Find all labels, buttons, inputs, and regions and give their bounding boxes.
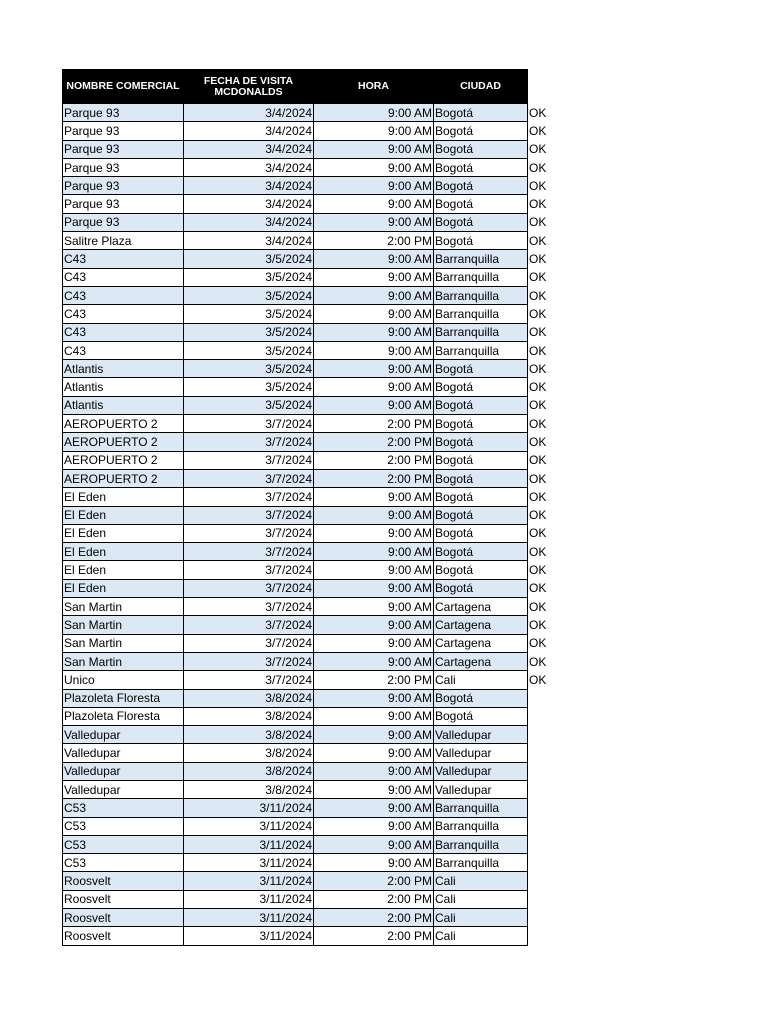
- fecha-cell[interactable]: 3/7/2024: [184, 469, 314, 487]
- ciudad-cell[interactable]: Bogotá: [434, 378, 528, 396]
- nombre-comercial-cell[interactable]: San Martin: [63, 652, 184, 670]
- status-cell: OK: [528, 122, 558, 140]
- fecha-cell[interactable]: 3/11/2024: [184, 909, 314, 927]
- ciudad-cell[interactable]: Bogotá: [434, 689, 528, 707]
- table-row: [63, 122, 558, 140]
- fecha-cell[interactable]: 3/4/2024: [184, 177, 314, 195]
- ciudad-cell[interactable]: Cartagena: [434, 652, 528, 670]
- fecha-cell[interactable]: 3/8/2024: [184, 726, 314, 744]
- nombre-comercial-cell[interactable]: C53: [63, 854, 184, 872]
- fecha-cell[interactable]: 3/7/2024: [184, 579, 314, 597]
- ciudad-cell[interactable]: Bogotá: [434, 360, 528, 378]
- table-row: [63, 561, 558, 579]
- fecha-cell[interactable]: 3/8/2024: [184, 744, 314, 762]
- status-cell: OK: [528, 396, 558, 414]
- table-row: [63, 707, 558, 725]
- hora-cell[interactable]: 2:00 PM: [314, 232, 434, 250]
- nombre-comercial-cell[interactable]: El Eden: [63, 488, 184, 506]
- ciudad-cell[interactable]: Bogotá: [434, 469, 528, 487]
- nombre-comercial-cell[interactable]: San Martin: [63, 598, 184, 616]
- nombre-comercial-cell[interactable]: AEROPUERTO 2: [63, 469, 184, 487]
- status-cell: OK: [528, 524, 558, 542]
- header-row: [63, 70, 558, 104]
- header-ciudad-label: CIUDAD: [460, 80, 501, 92]
- hora-cell[interactable]: 2:00 PM: [314, 890, 434, 908]
- hora-cell[interactable]: 9:00 AM: [314, 104, 434, 122]
- ciudad-cell[interactable]: Bogotá: [434, 213, 528, 231]
- status-cell: OK: [528, 104, 558, 122]
- table-row: [63, 616, 558, 634]
- table-row: [63, 726, 558, 744]
- fecha-cell[interactable]: 3/7/2024: [184, 451, 314, 469]
- table-row: [63, 104, 558, 122]
- column-header-nombre-comercial[interactable]: [63, 70, 184, 104]
- fecha-cell[interactable]: 3/4/2024: [184, 122, 314, 140]
- ciudad-cell[interactable]: Valledupar: [434, 762, 528, 780]
- nombre-comercial-cell[interactable]: Plazoleta Floresta: [63, 689, 184, 707]
- hora-cell[interactable]: 9:00 AM: [314, 268, 434, 286]
- status-cell: OK: [528, 323, 558, 341]
- ciudad-cell[interactable]: Barranquilla: [434, 854, 528, 872]
- nombre-comercial-cell[interactable]: El Eden: [63, 524, 184, 542]
- hora-cell[interactable]: 9:00 AM: [314, 158, 434, 176]
- fecha-cell[interactable]: 3/7/2024: [184, 634, 314, 652]
- status-cell: OK: [528, 268, 558, 286]
- table-row: [63, 524, 558, 542]
- hora-cell[interactable]: 9:00 AM: [314, 598, 434, 616]
- status-cell: [528, 909, 558, 927]
- ciudad-cell[interactable]: Bogotá: [434, 524, 528, 542]
- table-row: [63, 341, 558, 359]
- fecha-cell[interactable]: 3/5/2024: [184, 378, 314, 396]
- fecha-cell[interactable]: 3/5/2024: [184, 341, 314, 359]
- fecha-cell[interactable]: 3/4/2024: [184, 232, 314, 250]
- fecha-cell[interactable]: 3/8/2024: [184, 780, 314, 798]
- nombre-comercial-cell[interactable]: Roosvelt: [63, 909, 184, 927]
- ciudad-cell[interactable]: Bogotá: [434, 140, 528, 158]
- status-cell: OK: [528, 232, 558, 250]
- table-row: [63, 506, 558, 524]
- nombre-comercial-cell[interactable]: San Martin: [63, 616, 184, 634]
- nombre-comercial-cell[interactable]: C53: [63, 835, 184, 853]
- status-cell: OK: [528, 177, 558, 195]
- header-fecha-line1: FECHA DE VISITA: [203, 74, 294, 87]
- status-cell: [528, 872, 558, 890]
- fecha-cell[interactable]: 3/7/2024: [184, 652, 314, 670]
- table-row: [63, 744, 558, 762]
- ciudad-cell[interactable]: Bogotá: [434, 158, 528, 176]
- fecha-cell[interactable]: 3/7/2024: [184, 671, 314, 689]
- nombre-comercial-cell[interactable]: C43: [63, 250, 184, 268]
- table-row: [63, 598, 558, 616]
- table-row: [63, 689, 558, 707]
- hora-cell[interactable]: 2:00 PM: [314, 433, 434, 451]
- ciudad-cell[interactable]: Cartagena: [434, 598, 528, 616]
- hora-cell[interactable]: 9:00 AM: [314, 817, 434, 835]
- nombre-comercial-cell[interactable]: Unico: [63, 671, 184, 689]
- hora-cell[interactable]: 9:00 AM: [314, 250, 434, 268]
- nombre-comercial-cell[interactable]: Parque 93: [63, 104, 184, 122]
- fecha-cell[interactable]: 3/11/2024: [184, 799, 314, 817]
- status-cell: OK: [528, 506, 558, 524]
- hora-cell[interactable]: 9:00 AM: [314, 707, 434, 725]
- nombre-comercial-cell[interactable]: AEROPUERTO 2: [63, 433, 184, 451]
- fecha-cell[interactable]: 3/7/2024: [184, 598, 314, 616]
- hora-cell[interactable]: 9:00 AM: [314, 579, 434, 597]
- table-row: [63, 927, 558, 945]
- nombre-comercial-cell[interactable]: Valledupar: [63, 726, 184, 744]
- table-row: [63, 195, 558, 213]
- table-row: [63, 451, 558, 469]
- ciudad-cell[interactable]: Bogotá: [434, 232, 528, 250]
- fecha-cell[interactable]: 3/8/2024: [184, 762, 314, 780]
- ciudad-cell[interactable]: Bogotá: [434, 579, 528, 597]
- visit-schedule-sheet: [62, 69, 558, 946]
- status-cell: OK: [528, 671, 558, 689]
- nombre-comercial-cell[interactable]: Atlantis: [63, 378, 184, 396]
- column-header-hora[interactable]: [314, 70, 434, 104]
- column-header-ciudad[interactable]: [434, 70, 528, 104]
- ciudad-cell[interactable]: Valledupar: [434, 780, 528, 798]
- hora-cell[interactable]: 9:00 AM: [314, 323, 434, 341]
- hora-cell[interactable]: 9:00 AM: [314, 561, 434, 579]
- hora-cell[interactable]: 9:00 AM: [314, 744, 434, 762]
- hora-cell[interactable]: 2:00 PM: [314, 469, 434, 487]
- status-cell: OK: [528, 360, 558, 378]
- nombre-comercial-cell[interactable]: C43: [63, 286, 184, 304]
- nombre-comercial-cell[interactable]: C43: [63, 305, 184, 323]
- fecha-cell[interactable]: 3/4/2024: [184, 195, 314, 213]
- fecha-cell[interactable]: 3/7/2024: [184, 543, 314, 561]
- ciudad-cell[interactable]: Bogotá: [434, 415, 528, 433]
- table-row: [63, 158, 558, 176]
- nombre-comercial-cell[interactable]: El Eden: [63, 561, 184, 579]
- ciudad-cell[interactable]: Barranquilla: [434, 305, 528, 323]
- ciudad-cell[interactable]: Valledupar: [434, 726, 528, 744]
- status-cell: OK: [528, 598, 558, 616]
- fecha-cell[interactable]: 3/5/2024: [184, 305, 314, 323]
- ciudad-cell[interactable]: Barranquilla: [434, 286, 528, 304]
- ciudad-cell[interactable]: Barranquilla: [434, 817, 528, 835]
- table-row: [63, 854, 558, 872]
- table-row: [63, 177, 558, 195]
- table-row: [63, 909, 558, 927]
- ciudad-cell[interactable]: Barranquilla: [434, 799, 528, 817]
- table-row: [63, 799, 558, 817]
- status-cell: OK: [528, 305, 558, 323]
- hora-cell[interactable]: 9:00 AM: [314, 762, 434, 780]
- fecha-cell[interactable]: 3/5/2024: [184, 286, 314, 304]
- fecha-cell[interactable]: 3/5/2024: [184, 396, 314, 414]
- hora-cell[interactable]: 9:00 AM: [314, 799, 434, 817]
- table-row: [63, 835, 558, 853]
- hora-cell[interactable]: 9:00 AM: [314, 780, 434, 798]
- status-cell: [528, 927, 558, 945]
- fecha-cell[interactable]: 3/7/2024: [184, 616, 314, 634]
- status-cell: OK: [528, 158, 558, 176]
- table-row: [63, 579, 558, 597]
- table-row: [63, 652, 558, 670]
- nombre-comercial-cell[interactable]: El Eden: [63, 579, 184, 597]
- nombre-comercial-cell[interactable]: AEROPUERTO 2: [63, 415, 184, 433]
- hora-cell[interactable]: 9:00 AM: [314, 488, 434, 506]
- ciudad-cell[interactable]: Cartagena: [434, 634, 528, 652]
- table-body: [63, 104, 558, 946]
- nombre-comercial-cell[interactable]: Roosvelt: [63, 927, 184, 945]
- status-cell: OK: [528, 415, 558, 433]
- hora-cell[interactable]: 2:00 PM: [314, 415, 434, 433]
- fecha-cell[interactable]: 3/5/2024: [184, 360, 314, 378]
- nombre-comercial-cell[interactable]: El Eden: [63, 543, 184, 561]
- hora-cell[interactable]: 9:00 AM: [314, 524, 434, 542]
- hora-cell[interactable]: 9:00 AM: [314, 360, 434, 378]
- hora-cell[interactable]: 9:00 AM: [314, 122, 434, 140]
- hora-cell[interactable]: 9:00 AM: [314, 195, 434, 213]
- hora-cell[interactable]: 9:00 AM: [314, 506, 434, 524]
- hora-cell[interactable]: 9:00 AM: [314, 341, 434, 359]
- hora-cell[interactable]: 9:00 AM: [314, 140, 434, 158]
- nombre-comercial-cell[interactable]: Roosvelt: [63, 890, 184, 908]
- column-header-fecha-visita[interactable]: [184, 70, 314, 104]
- header-fecha-line2: MCDONALDS: [214, 85, 283, 98]
- ciudad-cell[interactable]: Bogotá: [434, 195, 528, 213]
- status-cell: [528, 817, 558, 835]
- nombre-comercial-cell[interactable]: Parque 93: [63, 140, 184, 158]
- ciudad-cell[interactable]: Bogotá: [434, 433, 528, 451]
- status-cell: OK: [528, 140, 558, 158]
- ciudad-cell[interactable]: Barranquilla: [434, 268, 528, 286]
- ciudad-cell[interactable]: Cali: [434, 890, 528, 908]
- fecha-cell[interactable]: 3/5/2024: [184, 250, 314, 268]
- status-cell: OK: [528, 652, 558, 670]
- status-cell: OK: [528, 195, 558, 213]
- fecha-cell[interactable]: 3/7/2024: [184, 415, 314, 433]
- status-cell: OK: [528, 634, 558, 652]
- hora-cell[interactable]: 9:00 AM: [314, 616, 434, 634]
- table-row: [63, 232, 558, 250]
- status-cell: OK: [528, 433, 558, 451]
- ciudad-cell[interactable]: Bogotá: [434, 122, 528, 140]
- fecha-cell[interactable]: 3/4/2024: [184, 140, 314, 158]
- fecha-cell[interactable]: 3/5/2024: [184, 323, 314, 341]
- hora-cell[interactable]: 9:00 AM: [314, 177, 434, 195]
- table-row: [63, 469, 558, 487]
- ciudad-cell[interactable]: Cali: [434, 927, 528, 945]
- hora-cell[interactable]: 9:00 AM: [314, 213, 434, 231]
- fecha-cell[interactable]: 3/11/2024: [184, 872, 314, 890]
- nombre-comercial-cell[interactable]: Parque 93: [63, 177, 184, 195]
- fecha-cell[interactable]: 3/7/2024: [184, 524, 314, 542]
- status-cell: OK: [528, 378, 558, 396]
- hora-cell[interactable]: 9:00 AM: [314, 634, 434, 652]
- status-cell: [528, 799, 558, 817]
- ciudad-cell[interactable]: Bogotá: [434, 543, 528, 561]
- nombre-comercial-cell[interactable]: Roosvelt: [63, 872, 184, 890]
- ciudad-cell[interactable]: Bogotá: [434, 707, 528, 725]
- status-cell: OK: [528, 579, 558, 597]
- hora-cell[interactable]: 9:00 AM: [314, 305, 434, 323]
- table-row: [63, 268, 558, 286]
- nombre-comercial-cell[interactable]: Parque 93: [63, 122, 184, 140]
- hora-cell[interactable]: 9:00 AM: [314, 378, 434, 396]
- fecha-cell[interactable]: 3/5/2024: [184, 268, 314, 286]
- ciudad-cell[interactable]: Valledupar: [434, 744, 528, 762]
- hora-cell[interactable]: 9:00 AM: [314, 286, 434, 304]
- nombre-comercial-cell[interactable]: Valledupar: [63, 744, 184, 762]
- status-cell: OK: [528, 488, 558, 506]
- status-cell: [528, 890, 558, 908]
- status-cell: [528, 762, 558, 780]
- status-cell: [528, 689, 558, 707]
- table-row: [63, 488, 558, 506]
- fecha-cell[interactable]: 3/8/2024: [184, 707, 314, 725]
- hora-cell[interactable]: 9:00 AM: [314, 543, 434, 561]
- hora-cell[interactable]: 9:00 AM: [314, 689, 434, 707]
- fecha-cell[interactable]: 3/11/2024: [184, 817, 314, 835]
- hora-cell[interactable]: 2:00 PM: [314, 872, 434, 890]
- nombre-comercial-cell[interactable]: Salitre Plaza: [63, 232, 184, 250]
- status-cell: OK: [528, 286, 558, 304]
- nombre-comercial-cell[interactable]: C43: [63, 268, 184, 286]
- fecha-cell[interactable]: 3/11/2024: [184, 890, 314, 908]
- nombre-comercial-cell[interactable]: Parque 93: [63, 213, 184, 231]
- nombre-comercial-cell[interactable]: Atlantis: [63, 360, 184, 378]
- ciudad-cell[interactable]: Barranquilla: [434, 250, 528, 268]
- ciudad-cell[interactable]: Bogotá: [434, 104, 528, 122]
- hora-cell[interactable]: 2:00 PM: [314, 671, 434, 689]
- table-row: [63, 817, 558, 835]
- fecha-cell[interactable]: 3/7/2024: [184, 488, 314, 506]
- fecha-cell[interactable]: 3/4/2024: [184, 158, 314, 176]
- status-cell: OK: [528, 213, 558, 231]
- table-row: [63, 634, 558, 652]
- table-row: [63, 378, 558, 396]
- nombre-comercial-cell[interactable]: C53: [63, 817, 184, 835]
- hora-cell[interactable]: 9:00 AM: [314, 835, 434, 853]
- hora-cell[interactable]: 2:00 PM: [314, 909, 434, 927]
- nombre-comercial-cell[interactable]: C53: [63, 799, 184, 817]
- fecha-cell[interactable]: 3/8/2024: [184, 689, 314, 707]
- ciudad-cell[interactable]: Barranquilla: [434, 341, 528, 359]
- status-cell: OK: [528, 469, 558, 487]
- fecha-cell[interactable]: 3/11/2024: [184, 835, 314, 853]
- nombre-comercial-cell[interactable]: San Martin: [63, 634, 184, 652]
- nombre-comercial-cell[interactable]: Valledupar: [63, 762, 184, 780]
- visit-schedule-table: [62, 69, 558, 946]
- nombre-comercial-cell[interactable]: Parque 93: [63, 158, 184, 176]
- table-row: [63, 140, 558, 158]
- status-cell: OK: [528, 616, 558, 634]
- status-cell: [528, 726, 558, 744]
- ciudad-cell[interactable]: Bogotá: [434, 177, 528, 195]
- nombre-comercial-cell[interactable]: C43: [63, 341, 184, 359]
- nombre-comercial-cell[interactable]: Valledupar: [63, 780, 184, 798]
- column-header-status-blank: [528, 70, 558, 104]
- hora-cell[interactable]: 9:00 AM: [314, 726, 434, 744]
- ciudad-cell[interactable]: Bogotá: [434, 488, 528, 506]
- hora-cell[interactable]: 9:00 AM: [314, 652, 434, 670]
- table-row: [63, 360, 558, 378]
- ciudad-cell[interactable]: Bogotá: [434, 561, 528, 579]
- header-hora-label: HORA: [358, 80, 389, 92]
- status-cell: OK: [528, 561, 558, 579]
- nombre-comercial-cell[interactable]: Plazoleta Floresta: [63, 707, 184, 725]
- status-cell: OK: [528, 451, 558, 469]
- status-cell: [528, 854, 558, 872]
- status-cell: OK: [528, 543, 558, 561]
- fecha-cell[interactable]: 3/7/2024: [184, 506, 314, 524]
- table-row: [63, 396, 558, 414]
- nombre-comercial-cell[interactable]: AEROPUERTO 2: [63, 451, 184, 469]
- table-row: [63, 213, 558, 231]
- table-row: [63, 286, 558, 304]
- status-cell: [528, 707, 558, 725]
- hora-cell[interactable]: 2:00 PM: [314, 451, 434, 469]
- table-row: [63, 872, 558, 890]
- status-cell: [528, 744, 558, 762]
- ciudad-cell[interactable]: Cali: [434, 671, 528, 689]
- hora-cell[interactable]: 9:00 AM: [314, 854, 434, 872]
- hora-cell[interactable]: 2:00 PM: [314, 927, 434, 945]
- ciudad-cell[interactable]: Bogotá: [434, 451, 528, 469]
- status-cell: [528, 780, 558, 798]
- ciudad-cell[interactable]: Cali: [434, 909, 528, 927]
- hora-cell[interactable]: 9:00 AM: [314, 396, 434, 414]
- table-row: [63, 250, 558, 268]
- fecha-cell[interactable]: 3/4/2024: [184, 213, 314, 231]
- status-cell: OK: [528, 250, 558, 268]
- table-row: [63, 305, 558, 323]
- status-cell: OK: [528, 341, 558, 359]
- table-row: [63, 543, 558, 561]
- table-row: [63, 433, 558, 451]
- nombre-comercial-cell[interactable]: El Eden: [63, 506, 184, 524]
- ciudad-cell[interactable]: Bogotá: [434, 396, 528, 414]
- nombre-comercial-cell[interactable]: C43: [63, 323, 184, 341]
- nombre-comercial-cell[interactable]: Atlantis: [63, 396, 184, 414]
- table-row: [63, 323, 558, 341]
- status-cell: [528, 835, 558, 853]
- table-row: [63, 762, 558, 780]
- table-row: [63, 415, 558, 433]
- table-row: [63, 890, 558, 908]
- ciudad-cell[interactable]: Barranquilla: [434, 323, 528, 341]
- fecha-cell[interactable]: 3/11/2024: [184, 927, 314, 945]
- table-row: [63, 780, 558, 798]
- ciudad-cell[interactable]: Barranquilla: [434, 835, 528, 853]
- fecha-cell[interactable]: 3/4/2024: [184, 104, 314, 122]
- table-row: [63, 671, 558, 689]
- nombre-comercial-cell[interactable]: Parque 93: [63, 195, 184, 213]
- ciudad-cell[interactable]: Bogotá: [434, 506, 528, 524]
- ciudad-cell[interactable]: Cartagena: [434, 616, 528, 634]
- header-nombre-label: NOMBRE COMERCIAL: [66, 80, 180, 92]
- fecha-cell[interactable]: 3/7/2024: [184, 561, 314, 579]
- fecha-cell[interactable]: 3/7/2024: [184, 433, 314, 451]
- ciudad-cell[interactable]: Cali: [434, 872, 528, 890]
- fecha-cell[interactable]: 3/11/2024: [184, 854, 314, 872]
